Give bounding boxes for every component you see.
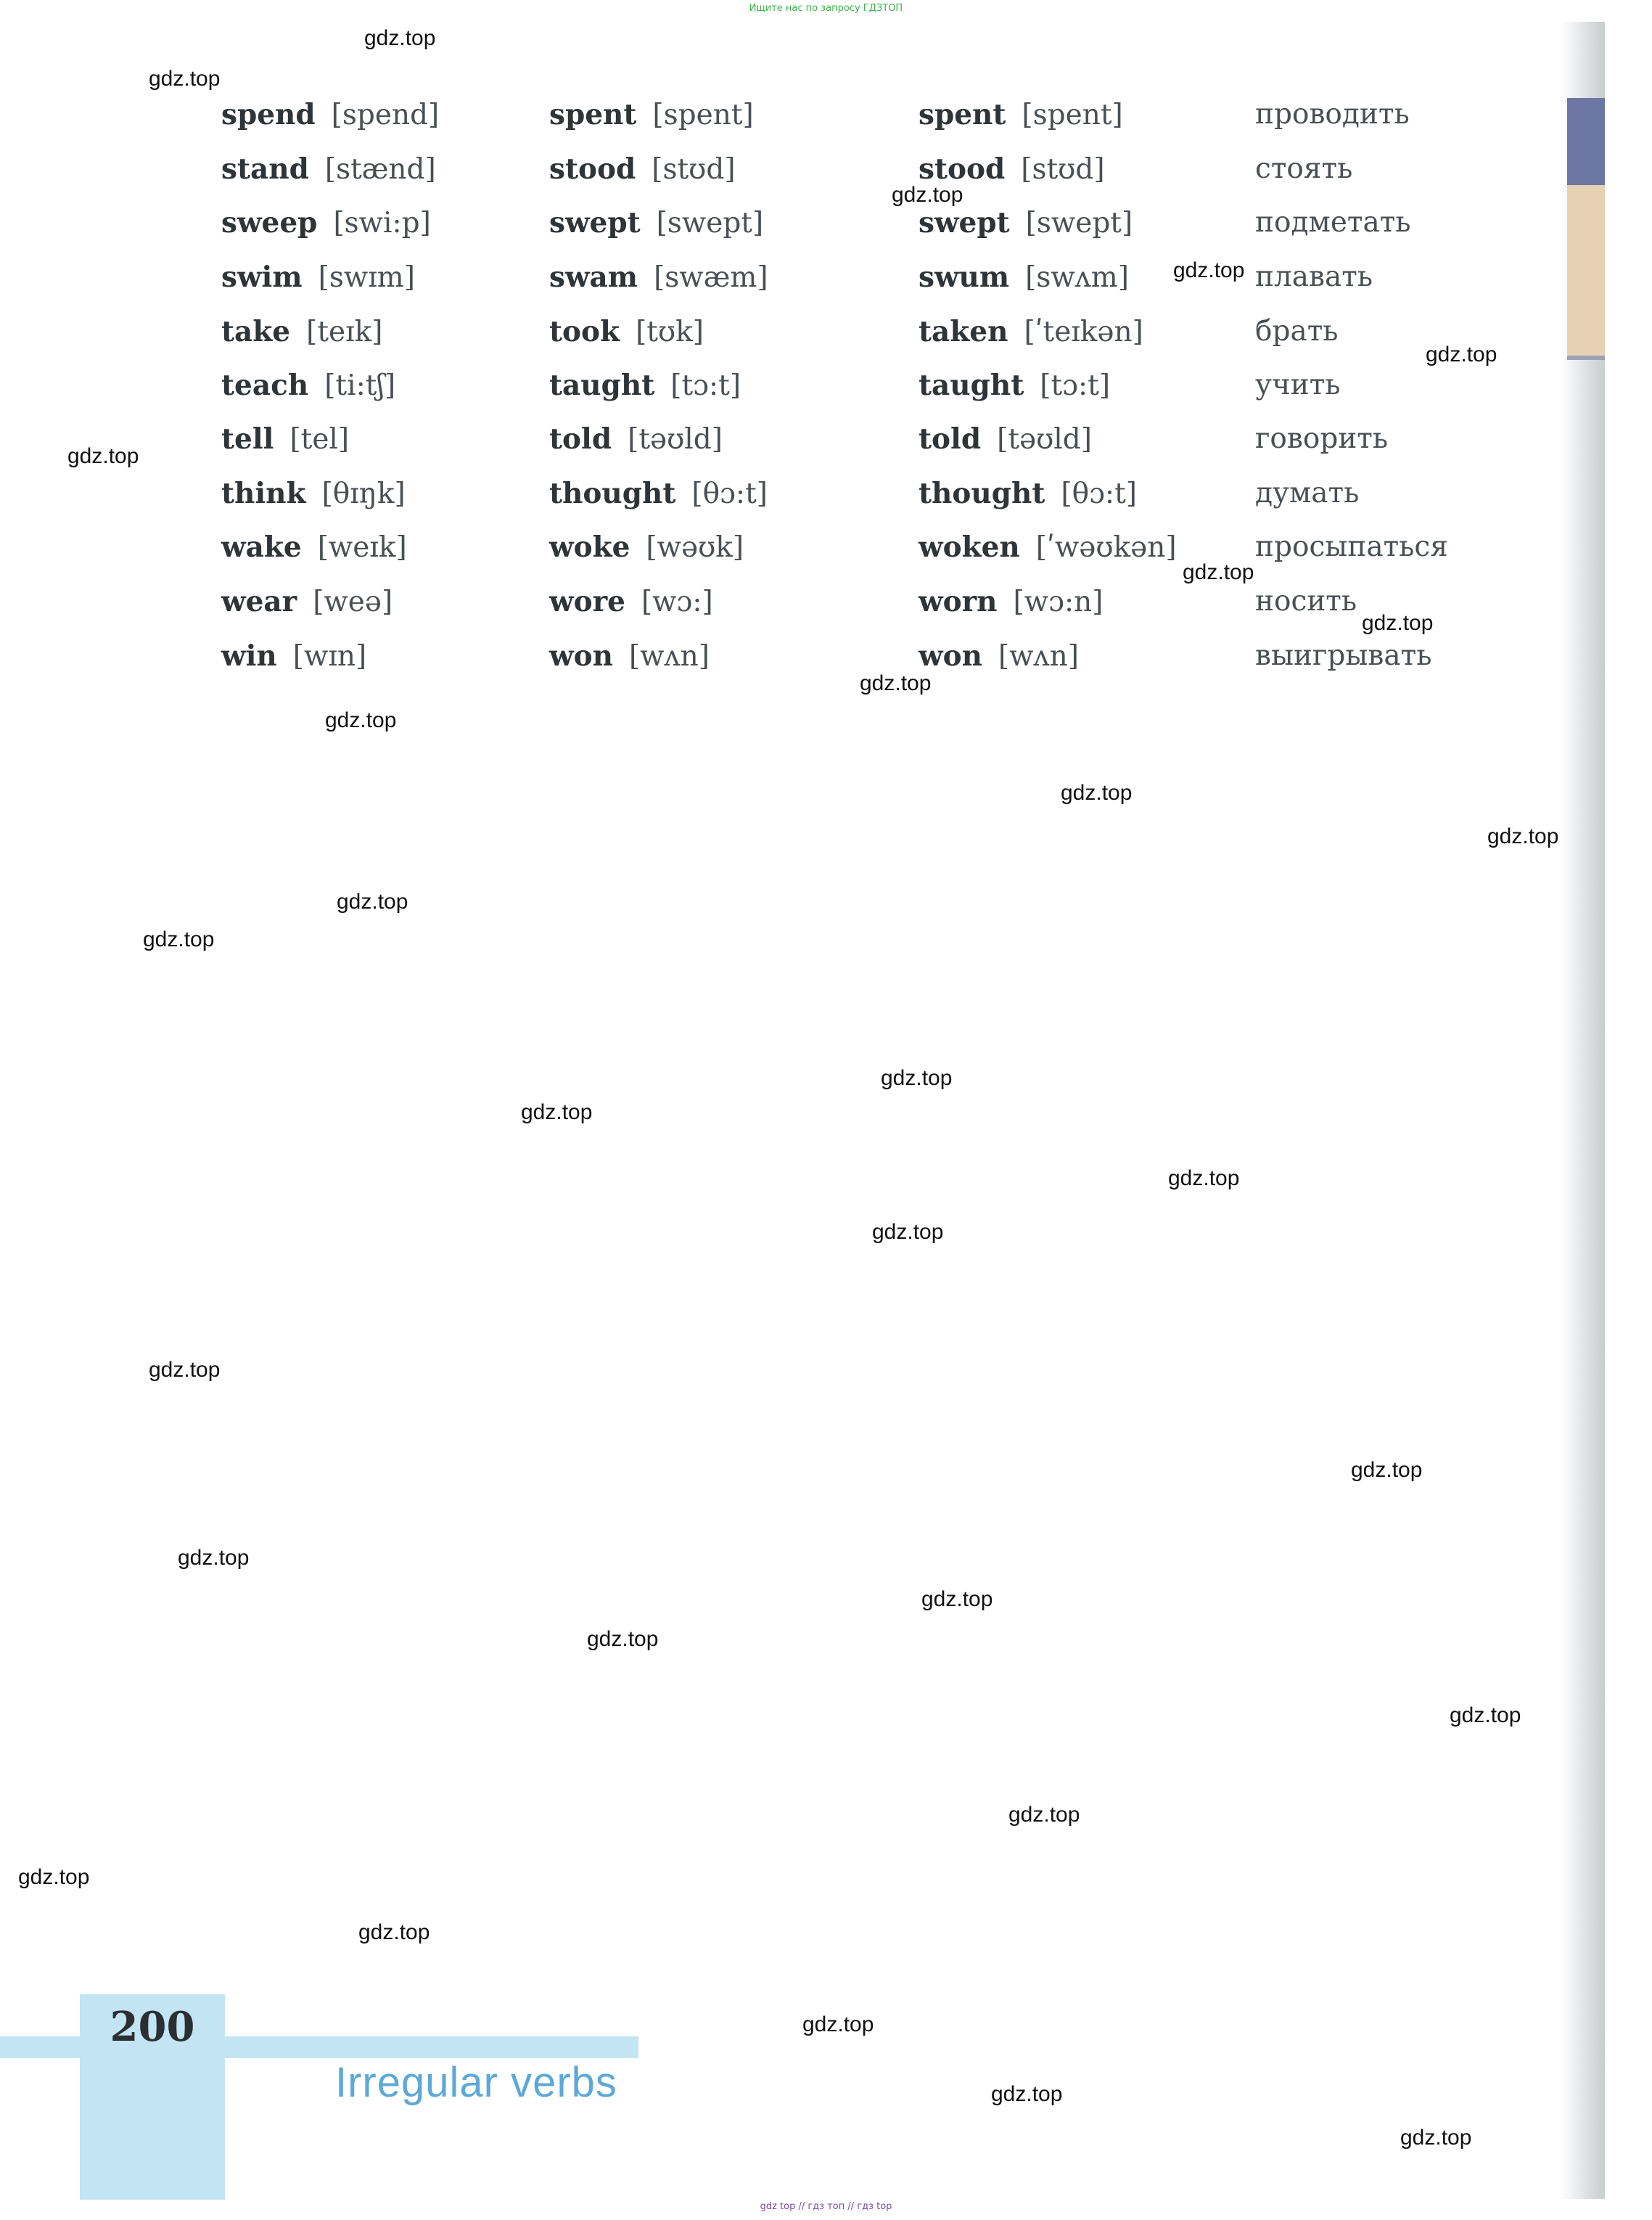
participle-form-word: swum (919, 261, 1010, 294)
participle-form-transcription: [stʊd] (1021, 153, 1105, 186)
participle-form-transcription: [swept] (1025, 207, 1133, 239)
participle-form-cell (919, 255, 1129, 300)
base-form-cell (221, 147, 436, 192)
watermark-text: gdz.top (67, 444, 139, 468)
base-form-cell (221, 472, 406, 516)
base-form-cell (221, 525, 407, 570)
watermark-text: gdz.top (1173, 258, 1245, 282)
base-form-cell (221, 364, 395, 408)
verb-row (0, 255, 1652, 299)
watermark-text: gdz.top (149, 1358, 221, 1382)
translation-cell: учить (1255, 369, 1341, 401)
watermark-text: gdz.top (178, 1546, 250, 1570)
past-form-word: thought (549, 477, 676, 510)
base-form-transcription: [tel] (289, 423, 350, 456)
past-form-word: swam (549, 261, 638, 294)
watermark-text: gdz.top (1351, 1458, 1423, 1482)
past-form-transcription: [θɔ:t] (691, 478, 768, 510)
watermark-text: gdz.top (881, 1066, 953, 1090)
participle-form-cell (919, 580, 1103, 624)
participle-form-cell (919, 310, 1143, 354)
participle-form-cell (919, 634, 1079, 679)
watermark-text: gdz.top (991, 2082, 1063, 2106)
past-form-transcription: [tʊk] (636, 316, 704, 348)
past-form-cell (549, 147, 736, 192)
section-title: Irregular verbs (335, 2059, 617, 2106)
verb-row (0, 634, 1652, 678)
past-form-cell (549, 525, 744, 570)
participle-form-transcription: [θɔ:t] (1061, 478, 1137, 510)
watermark-text: gdz.top (1450, 1703, 1521, 1727)
past-form-transcription: [wəʊk] (646, 531, 744, 564)
base-form-transcription: [weɪk] (317, 531, 407, 564)
watermark-text: gdz.top (1362, 611, 1434, 635)
participle-form-cell (919, 364, 1110, 408)
base-form-cell (221, 417, 349, 462)
translation-cell: носить (1255, 585, 1357, 618)
past-form-transcription: [swept] (656, 207, 764, 239)
past-form-word: stood (549, 152, 636, 186)
watermark-text: gdz.top (364, 26, 436, 50)
translation-cell: проводить (1255, 98, 1410, 131)
participle-form-transcription: [təʊld] (997, 423, 1092, 456)
watermark-text: gdz.top (325, 708, 397, 732)
past-form-word: spent (549, 98, 637, 131)
base-form-transcription: [wɪn] (292, 640, 367, 673)
past-form-transcription: [swæm] (654, 261, 768, 294)
past-form-word: took (549, 315, 620, 348)
verb-row (0, 417, 1652, 461)
past-form-word: won (549, 639, 613, 673)
watermark-text: gdz.top (921, 1587, 993, 1611)
verb-row (0, 472, 1652, 515)
watermark-text: gdz.top (587, 1627, 659, 1651)
translation-cell: подметать (1255, 206, 1411, 239)
watermark-text: gdz.top (143, 927, 215, 951)
past-form-transcription: [wʌn] (628, 640, 710, 673)
past-form-word: swept (549, 206, 641, 239)
past-form-transcription: [wɔ:] (641, 586, 713, 618)
participle-form-transcription: [tɔ:t] (1040, 369, 1111, 402)
base-form-cell (221, 93, 439, 137)
participle-form-word: woken (919, 531, 1020, 564)
past-form-transcription: [stʊd] (652, 153, 736, 186)
watermark-text: gdz.top (521, 1100, 593, 1124)
participle-form-word: taken (919, 315, 1008, 348)
participle-form-word: told (919, 422, 982, 456)
past-form-cell (549, 580, 713, 624)
base-form-transcription: [swi:p] (333, 207, 431, 239)
participle-form-transcription: [ʹwəʊkən] (1035, 531, 1177, 564)
participle-form-word: swept (919, 206, 1010, 239)
translation-cell: стоять (1255, 152, 1353, 185)
base-form-word: wear (221, 585, 297, 618)
watermark-text: gdz.top (337, 890, 408, 914)
past-form-word: taught (549, 369, 655, 402)
watermark-text: gdz.top (872, 1220, 944, 1244)
watermark-text: gdz.top (892, 183, 963, 207)
base-form-transcription: [swɪm] (318, 261, 415, 294)
past-form-cell (549, 472, 768, 516)
past-form-word: woke (549, 531, 630, 564)
base-form-word: wake (221, 531, 302, 564)
verb-row (0, 201, 1652, 245)
watermark-text: gdz.top (1426, 343, 1497, 366)
translation-cell: плавать (1255, 261, 1373, 293)
verb-row (0, 525, 1652, 569)
watermark-text: gdz.top (802, 2012, 874, 2036)
bottom-note: gdz top // гдз топ // гдз top (760, 2201, 892, 2212)
watermark-text: gdz.top (1061, 781, 1133, 805)
participle-form-word: thought (919, 477, 1045, 510)
participle-form-word: spent (919, 98, 1006, 131)
participle-form-word: worn (919, 585, 998, 618)
participle-form-word: stood (919, 152, 1006, 186)
participle-form-cell (919, 417, 1092, 462)
past-form-transcription: [təʊld] (628, 423, 723, 456)
verb-row (0, 93, 1652, 136)
translation-cell: брать (1255, 315, 1339, 348)
participle-form-transcription: [swʌm] (1025, 261, 1129, 294)
base-form-transcription: [ti:tʃ] (324, 369, 396, 402)
watermark-text: gdz.top (1008, 1803, 1080, 1827)
participle-form-cell (919, 201, 1133, 245)
base-form-cell (221, 201, 431, 245)
participle-form-cell (919, 472, 1137, 516)
base-form-word: swim (221, 261, 303, 294)
translation-cell: выигрывать (1255, 639, 1432, 672)
past-form-word: told (549, 422, 612, 456)
top-note: Ищите нас по запросу ГДЗТОП (749, 3, 903, 14)
past-form-transcription: [tɔ:t] (670, 369, 741, 402)
participle-form-cell (919, 93, 1123, 137)
watermark-text: gdz.top (1168, 1166, 1240, 1190)
verb-row (0, 364, 1652, 407)
base-form-word: think (221, 477, 306, 510)
base-form-word: win (221, 639, 277, 673)
base-form-cell (221, 310, 382, 354)
participle-form-transcription: [wɔ:n] (1013, 586, 1104, 618)
base-form-transcription: [θɪŋk] (321, 478, 406, 510)
watermark-text: gdz.top (1183, 560, 1254, 584)
participle-form-word: won (919, 639, 982, 673)
participle-form-transcription: [ʹteɪkən] (1024, 316, 1143, 348)
page-number: 200 (110, 2003, 195, 2051)
base-form-word: take (221, 315, 291, 348)
base-form-transcription: [teɪk] (306, 316, 383, 348)
base-form-word: stand (221, 152, 309, 186)
watermark-text: gdz.top (358, 1920, 430, 1944)
watermark-text: gdz.top (1487, 824, 1559, 848)
past-form-cell (549, 310, 704, 354)
base-form-cell (221, 580, 393, 624)
past-form-cell (549, 93, 754, 137)
past-form-cell (549, 634, 710, 679)
base-form-word: teach (221, 369, 309, 402)
watermark-text: gdz.top (149, 67, 221, 91)
base-form-word: spend (221, 98, 316, 131)
base-form-transcription: [spend] (331, 99, 440, 131)
base-form-transcription: [weə] (313, 586, 393, 618)
base-form-word: tell (221, 422, 274, 456)
verb-row (0, 147, 1652, 191)
participle-form-transcription: [spent] (1022, 99, 1123, 131)
translation-cell: думать (1255, 477, 1360, 509)
watermark-text: gdz.top (18, 1865, 90, 1889)
translation-cell: просыпаться (1255, 531, 1448, 563)
participle-form-transcription: [wʌn] (998, 640, 1079, 673)
base-form-cell (221, 634, 366, 679)
base-form-word: sweep (221, 206, 318, 239)
participle-form-cell (919, 525, 1177, 570)
past-form-word: wore (549, 585, 625, 618)
watermark-text: gdz.top (860, 671, 932, 695)
watermark-text: gdz.top (1400, 2126, 1472, 2150)
past-form-cell (549, 364, 741, 408)
past-form-cell (549, 255, 768, 300)
verb-row (0, 310, 1652, 353)
past-form-cell (549, 201, 763, 245)
base-form-cell (221, 255, 415, 300)
past-form-cell (549, 417, 723, 462)
base-form-transcription: [stænd] (324, 153, 436, 186)
participle-form-word: taught (919, 369, 1024, 402)
translation-cell: говорить (1255, 422, 1389, 455)
past-form-transcription: [spent] (652, 99, 754, 131)
